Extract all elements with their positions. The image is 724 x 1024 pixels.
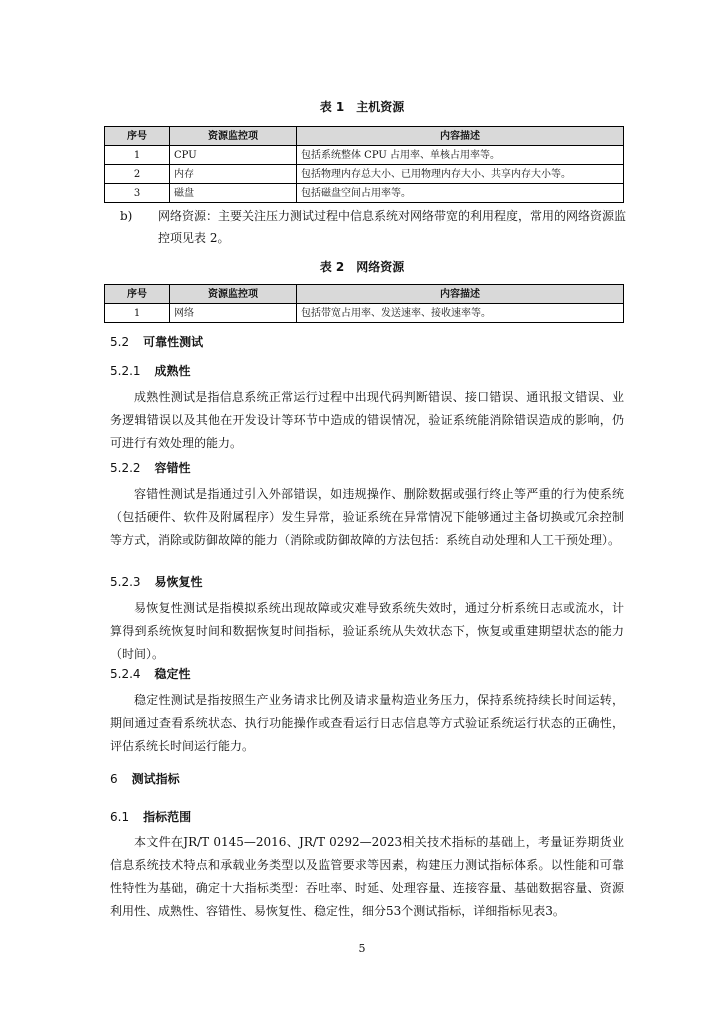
table1-header-row [105, 127, 624, 146]
section-number: 6.1 [110, 810, 130, 824]
section-number: 5.2.3 [110, 575, 141, 589]
table-cell-index: 1 [105, 146, 170, 165]
table-row [105, 304, 624, 323]
paragraph-recoverability: 易恢复性测试是指模拟系统出现故障或灾难导致系统失效时，通过分析系统日志或流水，计算得到系统恢复时间和数据恢复时间指标，验证系统从失效状态下，恢复或重建期望状态的能力（时间）。 [110, 601, 624, 661]
table1-caption: 表 1 主机资源 [319, 100, 405, 114]
table1-header-index: 序号 [105, 127, 170, 146]
section-number: 5.2.1 [110, 364, 141, 378]
list-item-b [120, 205, 630, 249]
section-heading-5-2-3 [110, 573, 203, 590]
table1-header-desc: 内容描述 [297, 127, 624, 146]
table-cell-index: 2 [105, 165, 170, 184]
table-cell-index: 1 [105, 304, 170, 323]
page-number: 5 [358, 942, 366, 955]
table-row [105, 146, 624, 165]
table1-host-resources [104, 126, 624, 203]
table2-header-desc: 内容描述 [297, 285, 624, 304]
table-cell-desc: 包括带宽占用率、发送速率、接收速率等。 [297, 304, 624, 323]
section-number: 5.2.2 [110, 461, 141, 475]
table-cell-item: CPU [170, 146, 297, 165]
section-heading-6-1 [110, 808, 191, 825]
list-text: 网络资源：主要关注压力测试过程中信息系统对网络带宽的利用程度，常用的网络资源监控项见表 2。 [158, 209, 627, 245]
paragraph-indicator-scope: 本文件在JR/T 0145—2016、JR/T 0292—2023相关技术指标的基础上，考量证券期货业信息系统技术特点和承载业务类型以及监管要求等因素，构建压力测试指标体系。以性能和可靠性特性为基础，确定十大指标类型：吞吐率、时延、处理容量、连接容量、基础数据容量、资源利用性、成熟性、容错性、易恢复性、稳定性，细分53个测试指标，详细指标见表3。 [110, 835, 624, 918]
section-heading-5-2-4 [110, 665, 191, 682]
paragraph-fault-tolerance: 容错性测试是指通过引入外部错误，如违规操作、删除数据或强行终止等严重的行为使系统（包括硬件、软件及附属程序）发生异常，验证系统在异常情况下能够通过主备切换或冗余控制等方式，消除或防御故障的能力（消除或防御故障的方法包括：系统自动处理和人工干预处理）。 [110, 487, 624, 547]
table-cell-desc: 包括系统整体 CPU 占用率、单核占用率等。 [297, 146, 624, 165]
table1-header-item: 资源监控项 [170, 127, 297, 146]
list-marker: b) [120, 209, 133, 223]
section-heading-5-2 [110, 333, 203, 350]
table2-header-index: 序号 [105, 285, 170, 304]
table-cell-index: 3 [105, 184, 170, 203]
section-title: 容错性 [154, 461, 191, 475]
table2-caption: 表 2 网络资源 [319, 260, 405, 274]
section-heading-5-2-1 [110, 362, 191, 379]
table-cell-item: 磁盘 [170, 184, 297, 203]
section-number: 6 [110, 772, 118, 786]
paragraph-maturity: 成熟性测试是指信息系统正常运行过程中出现代码判断错误、接口错误、通讯报文错误、业务逻辑错误以及其他在开发设计等环节中造成的错误情况，验证系统能消除错误造成的影响，仍可进行有效处理的能力。 [110, 390, 624, 450]
section-title: 成熟性 [154, 364, 191, 378]
section-number: 5.2.4 [110, 667, 141, 681]
section-title: 指标范围 [143, 810, 192, 824]
table-cell-desc: 包括物理内存总大小、已用物理内存大小、共享内存大小等。 [297, 165, 624, 184]
section-title: 易恢复性 [154, 575, 203, 589]
table-row [105, 184, 624, 203]
table2-header-row [105, 285, 624, 304]
section-title: 可靠性测试 [143, 335, 204, 349]
table-row [105, 165, 624, 184]
section-heading-5-2-2 [110, 459, 191, 476]
section-heading-6 [110, 770, 180, 787]
section-number: 5.2 [110, 335, 130, 349]
table2-network-resources [104, 284, 624, 323]
section-title: 测试指标 [131, 772, 180, 786]
table2-header-item: 资源监控项 [170, 285, 297, 304]
table-cell-item: 网络 [170, 304, 297, 323]
table-cell-desc: 包括磁盘空间占用率等。 [297, 184, 624, 203]
table-cell-item: 内存 [170, 165, 297, 184]
paragraph-stability: 稳定性测试是指按照生产业务请求比例及请求量构造业务压力，保持系统持续长时间运转，期间通过查看系统状态、执行功能操作或查看运行日志信息等方式验证系统运行状态的正确性，评估系统长时间运行能力。 [110, 693, 624, 753]
section-title: 稳定性 [154, 667, 191, 681]
